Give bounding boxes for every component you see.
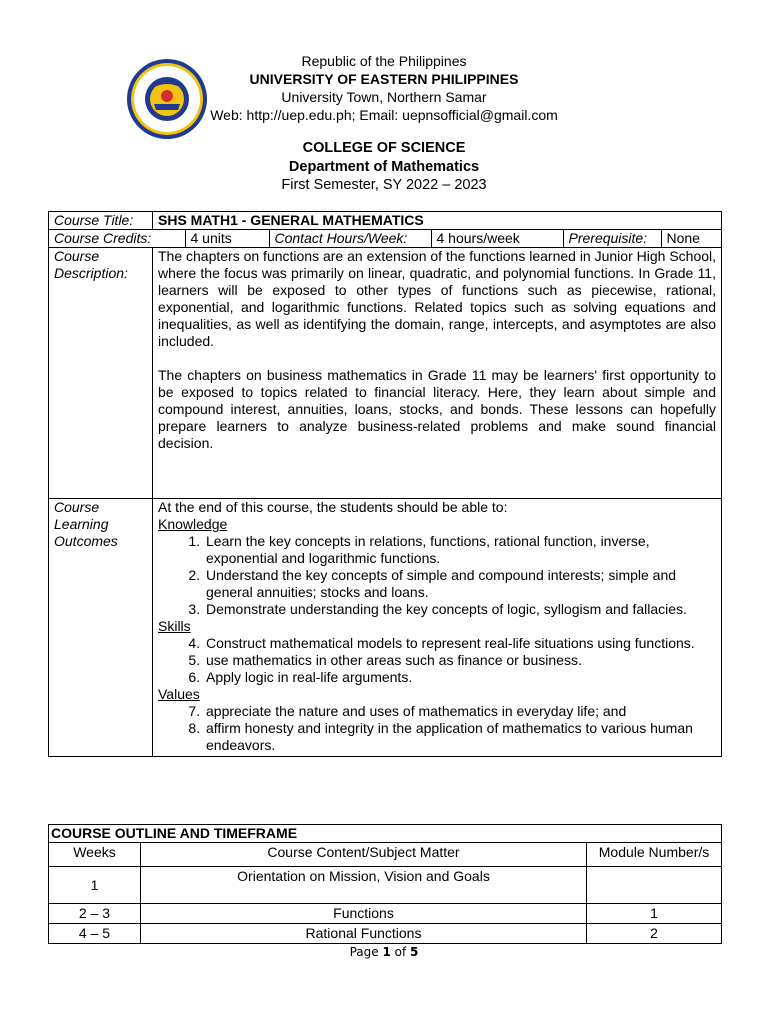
table-row: [49, 904, 722, 924]
weeks-cell: 1: [49, 867, 141, 904]
module-header: Module Number/s: [587, 843, 722, 867]
outcome-item: 2. Understand the key concepts of simple and compound interests; simple and general annuities; stocks and loans.: [204, 567, 716, 601]
outcomes-intro: At the end of this course, the students should be able to:: [158, 499, 508, 515]
course-description-paragraph-2: The chapters on business mathematics in Grade 11 may be learners' first opportunity to be exposed to topics related to financial literacy. Here, they learn about simple and compound interest, annuities, loans, stocks, and bonds. These lessons can hopefully prepare learners to analyze business-related problems and make sound financial decision.: [158, 367, 716, 451]
course-description-label: Course Description:: [49, 248, 153, 499]
course-description-row: [49, 248, 722, 499]
content-header: Course Content/Subject Matter: [141, 843, 587, 867]
module-cell: [587, 867, 722, 904]
module-cell: 2: [587, 924, 722, 944]
content-cell: Functions: [141, 904, 587, 924]
knowledge-heading: Knowledge: [158, 516, 228, 532]
values-heading: Values: [158, 686, 200, 702]
outcome-item: 1. Learn the key concepts in relations, functions, rational function, inverse, exponential and logarithmic functions.: [204, 533, 716, 567]
college-name: COLLEGE OF SCIENCE: [302, 140, 466, 156]
contact-hours-value: 4 hours/week: [431, 230, 563, 247]
course-title-label: Course Title:: [49, 212, 153, 230]
semester-label: First Semester, SY 2022 – 2023: [281, 177, 487, 193]
content-cell: Orientation on Mission, Vision and Goals: [141, 867, 587, 904]
course-credits-value: 4 units: [185, 230, 269, 247]
university-contact: Web: http://uep.edu.ph; Email: uepnsofficial@gmail.com: [210, 107, 558, 123]
course-credits-row: [49, 230, 722, 248]
table-row: [49, 924, 722, 944]
learning-outcomes-row: [49, 499, 722, 757]
course-title-value: SHS MATH1 - GENERAL MATHEMATICS: [153, 212, 722, 230]
weeks-header: Weeks: [49, 843, 141, 867]
course-info-table: [48, 211, 722, 757]
university-address: University Town, Northern Samar: [281, 89, 487, 105]
values-list: [158, 703, 716, 754]
module-cell: 1: [587, 904, 722, 924]
outcome-item: 4. Construct mathematical models to represent real-life situations using functions.: [204, 635, 716, 652]
outline-header-row: [49, 843, 722, 867]
university-seal-logo: [126, 58, 208, 140]
outcome-item: 8. affirm honesty and integrity in the application of mathematics to various human endeavors.: [204, 720, 716, 754]
learning-outcomes-label: Course Learning Outcomes: [49, 499, 153, 757]
prerequisite-value: None: [661, 230, 721, 247]
outcome-item: 7. appreciate the nature and uses of mathematics in everyday life; and: [204, 703, 716, 720]
total-pages: 5: [410, 945, 419, 959]
prerequisite-label: Prerequisite:: [563, 230, 661, 247]
current-page: 1: [382, 945, 391, 959]
course-description-paragraph-1: The chapters on functions are an extension of the functions learned in Junior High School, where the focus was primarily on linear, quadratic, and polynomial functions. In Grade 11, learners will be exposed to other types of functions such as piecewise, rational, exponential, and logarithmic functions. Related topics such as solving equations and inequalities, as well as identifying the domain, range, intercepts, and asymptotes are also included.: [158, 248, 717, 349]
outcome-item: 3. Demonstrate understanding the key concepts of logic, syllogism and fallacies.: [204, 601, 716, 618]
course-credits-label: Course Credits:: [54, 230, 152, 246]
outcome-item: 5. use mathematics in other areas such as finance or business.: [204, 652, 716, 669]
table-row: [49, 867, 722, 904]
university-name: UNIVERSITY OF EASTERN PHILIPPINES: [249, 71, 519, 87]
skills-heading: Skills: [158, 618, 191, 634]
course-outline-title: COURSE OUTLINE AND TIMEFRAME: [49, 825, 722, 843]
department-name: Department of Mathematics: [288, 158, 480, 175]
country-name: Republic of the Philippines: [301, 53, 467, 69]
page-number: [0, 945, 768, 959]
outcome-item: 6. Apply logic in real-life arguments.: [204, 669, 716, 686]
course-title-row: [49, 212, 722, 230]
skills-list: [158, 635, 716, 686]
course-outline-table: [48, 824, 722, 944]
knowledge-list: [158, 533, 716, 618]
page-prefix: Page: [349, 945, 383, 959]
page-separator: of: [390, 945, 411, 959]
content-cell: Rational Functions: [141, 924, 587, 944]
contact-hours-label: Contact Hours/Week:: [269, 230, 431, 247]
weeks-cell: 4 – 5: [49, 924, 141, 944]
weeks-cell: 2 – 3: [49, 904, 141, 924]
